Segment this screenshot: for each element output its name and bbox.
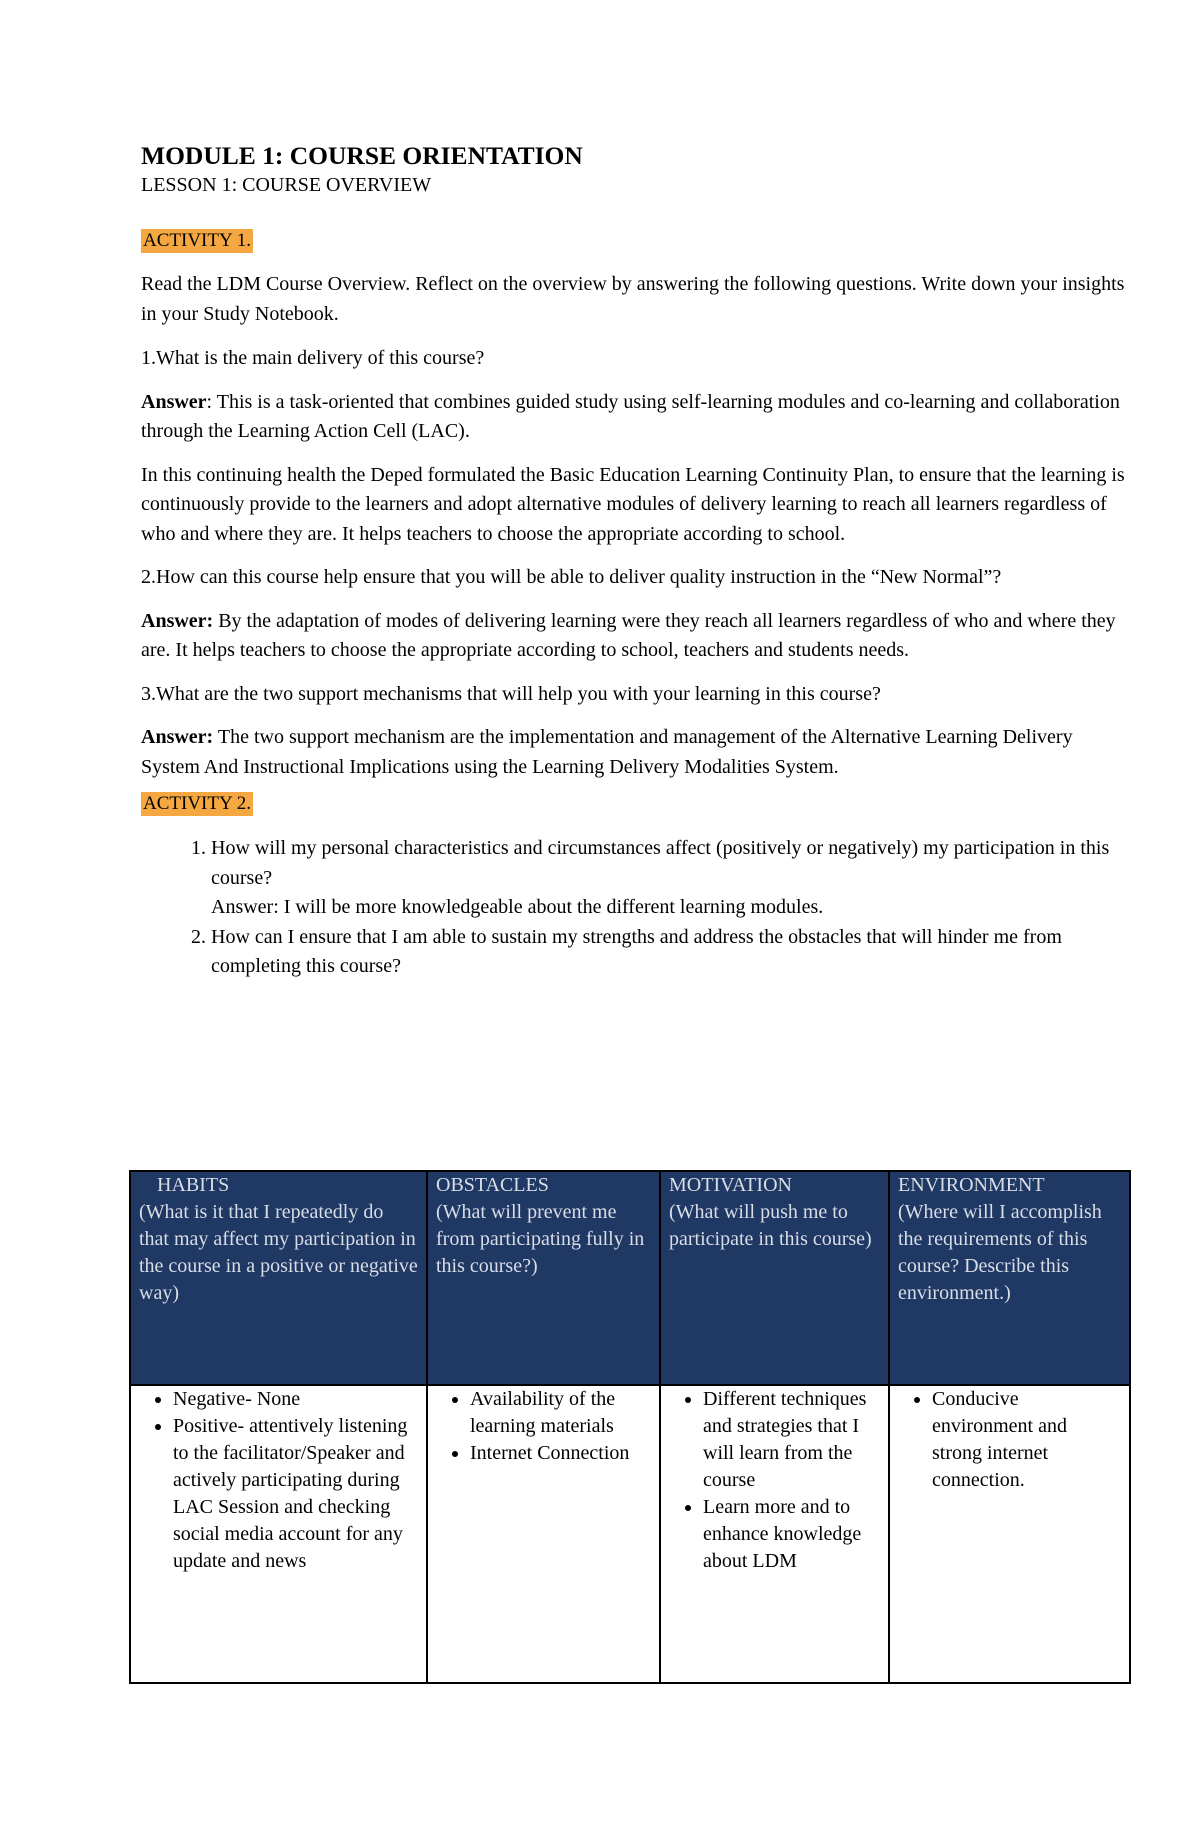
- activity-2-item-1: How will my personal characteristics and circumstances affect (positively or negatively) my participation in this course?: [211, 837, 1110, 889]
- list-item: • Internet Connection: [470, 1440, 651, 1467]
- answer-2: [141, 607, 1131, 666]
- motivation-cell: [660, 1385, 889, 1683]
- answer-3-text: The two support mechanism are the implementation and management of the Alternative Learning Delivery System And Instructional Implications using the Learning Delivery Modalities System.: [141, 726, 1073, 778]
- activity-2-item-1-answer: Answer: I will be more knowledgeable about the different learning modules.: [211, 896, 824, 918]
- question-2: 2.How can this course help ensure that you will be able to deliver quality instruction in the “New Normal”?: [141, 566, 1002, 588]
- obstacles-header-title: OBSTACLES: [436, 1174, 549, 1196]
- activity-2-list: [141, 834, 1131, 982]
- obstacles-header: [427, 1171, 660, 1385]
- question-3: 3.What are the two support mechanisms that will help you with your learning in this course?: [141, 682, 881, 705]
- module-title: MODULE 1: COURSE ORIENTATION: [141, 141, 583, 170]
- motivation-header-title: MOTIVATION: [669, 1174, 792, 1196]
- list-item: • Conducive environment and strong internet connection.: [932, 1386, 1121, 1494]
- activity-2-label: ACTIVITY 2.: [143, 793, 251, 814]
- activity-1-intro: Read the LDM Course Overview. Reflect on the overview by answering the following questions. Write down your insights in your Study Notebook.: [141, 273, 1125, 325]
- list-item: [211, 834, 1131, 923]
- obstacles-header-desc: (What will prevent me from participating fully in this course?): [436, 1201, 645, 1277]
- environment-header-desc: (Where will I accomplish the requirements of this course? Describe this environment.): [898, 1201, 1102, 1304]
- question-1: 1.What is the main delivery of this course?: [141, 347, 485, 369]
- table-row: [130, 1385, 1130, 1683]
- activity-1-label: ACTIVITY 1.: [143, 230, 251, 251]
- motivation-header-desc: (What will push me to participate in this course): [669, 1201, 872, 1250]
- answer-3: [141, 723, 1131, 782]
- habits-header: [130, 1171, 427, 1385]
- answer-1-text: : This is a task-oriented that combines guided study using self-learning modules and co-learning and collaboration through the Learning Action Cell (LAC).: [141, 390, 1120, 442]
- list-item: • Availability of the learning materials: [470, 1386, 651, 1440]
- lesson-title: LESSON 1: COURSE OVERVIEW: [141, 174, 432, 196]
- reflection-table: [129, 1170, 1131, 1684]
- obstacles-cell: [427, 1385, 660, 1683]
- answer-1-label: Answer: [141, 390, 207, 413]
- environment-header-title: ENVIRONMENT: [898, 1174, 1045, 1196]
- list-item: • Positive- attentively listening to the facilitator/Speaker and actively participating during LAC Session and checking social media account for any update and news: [173, 1413, 418, 1575]
- document-page: [141, 140, 1131, 982]
- environment-cell: [889, 1385, 1130, 1683]
- motivation-header: [660, 1171, 889, 1385]
- environment-header: [889, 1171, 1130, 1385]
- list-item: [211, 923, 1131, 982]
- answer-2-text: By the adaptation of modes of delivering learning were they reach all learners regardless of who and where they are. It helps teachers to choose the appropriate according to school, teachers and students needs.: [141, 609, 1116, 661]
- activity-2-item-2: How can I ensure that I am able to sustain my strengths and address the obstacles that will hinder me from completing this course?: [211, 925, 1062, 977]
- continuity-paragraph: In this continuing health the Deped formulated the Basic Education Learning Continuity Plan, to ensure that the learning is continuously provide to the learners and adopt alternative modules of delivery learning to reach all learners regardless of who and where they are. It helps teachers to choose the appropriate according to school.: [141, 463, 1125, 545]
- list-item: • Learn more and to enhance knowledge about LDM: [703, 1494, 880, 1575]
- answer-3-label: Answer:: [141, 726, 214, 748]
- list-item: • Negative- None: [173, 1386, 418, 1413]
- answer-1: [141, 388, 1131, 447]
- habits-cell: [130, 1385, 427, 1683]
- habits-header-desc: (What is it that I repeatedly do that may affect my participation in the course in a positive or negative way): [139, 1201, 418, 1304]
- habits-header-title: HABITS: [157, 1174, 230, 1196]
- table-header-row: [130, 1171, 1130, 1385]
- answer-2-label: Answer:: [141, 609, 214, 632]
- list-item: • Different techniques and strategies that I will learn from the course: [703, 1386, 880, 1494]
